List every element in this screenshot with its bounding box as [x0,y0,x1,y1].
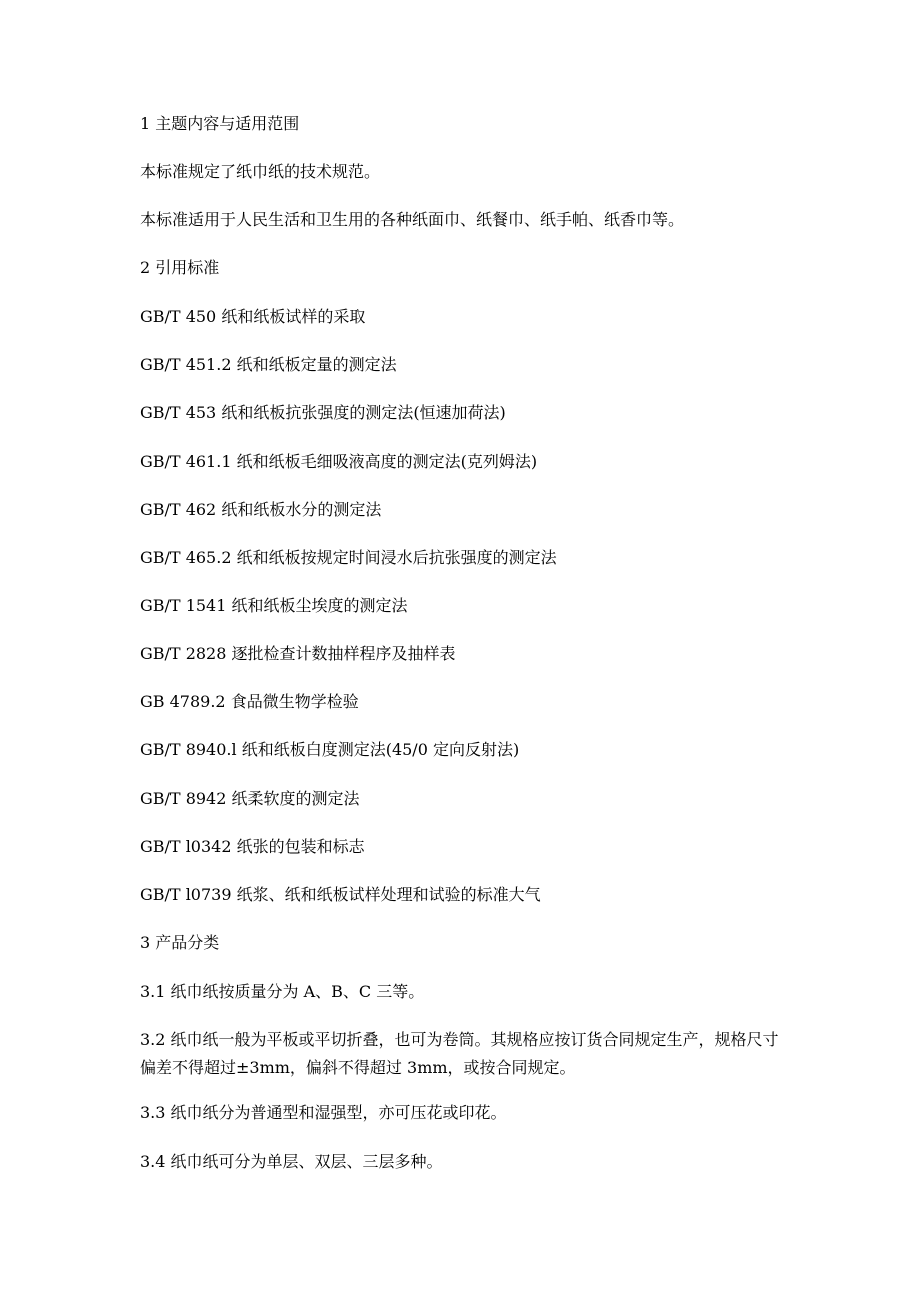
section-heading-3: 3 产品分类 [140,933,220,952]
reference-item: GB/T 8940.l 纸和纸板白度测定法(45/0 定向反射法) [140,740,520,759]
paragraph: 本标准适用于人民生活和卫生用的各种纸面巾、纸餐巾、纸手帕、纸香巾等。 [140,210,685,229]
clause-3-2: 3.2 纸巾纸一般为平板或平切折叠，也可为卷筒。其规格应按订货合同规定生产，规格尺寸偏差不得超过±3mm，偏斜不得超过 3mm，或按合同规定。 [140,1030,779,1077]
reference-item: GB/T 451.2 纸和纸板定量的测定法 [140,355,397,374]
section-heading-2: 2 引用标准 [140,258,220,277]
paragraph: 本标准规定了纸巾纸的技术规范。 [140,162,381,181]
reference-item: GB 4789.2 食品微生物学检验 [140,692,359,711]
reference-item: GB/T 461.1 纸和纸板毛细吸液高度的测定法(克列姆法) [140,452,538,471]
section-heading-1: 1 主题内容与适用范围 [140,114,300,133]
clause-3-1: 3.1 纸巾纸按质量分为 A、B、C 三等。 [140,982,425,1001]
reference-item: GB/T 450 纸和纸板试样的采取 [140,307,366,326]
clause-3-4: 3.4 纸巾纸可分为单层、双层、三层多种。 [140,1152,443,1171]
reference-item: GB/T 8942 纸柔软度的测定法 [140,789,360,808]
reference-item: GB/T 1541 纸和纸板尘埃度的测定法 [140,596,408,615]
reference-item: GB/T l0739 纸浆、纸和纸板试样处理和试验的标准大气 [140,885,541,904]
clause-3-3: 3.3 纸巾纸分为普通型和湿强型，亦可压花或印花。 [140,1103,507,1122]
reference-item: GB/T 453 纸和纸板抗张强度的测定法(恒速加荷法) [140,403,506,422]
reference-item: GB/T l0342 纸张的包装和标志 [140,837,365,856]
reference-item: GB/T 462 纸和纸板水分的测定法 [140,500,382,519]
reference-item: GB/T 2828 逐批检查计数抽样程序及抽样表 [140,644,456,663]
reference-item: GB/T 465.2 纸和纸板按规定时间浸水后抗张强度的测定法 [140,548,557,567]
